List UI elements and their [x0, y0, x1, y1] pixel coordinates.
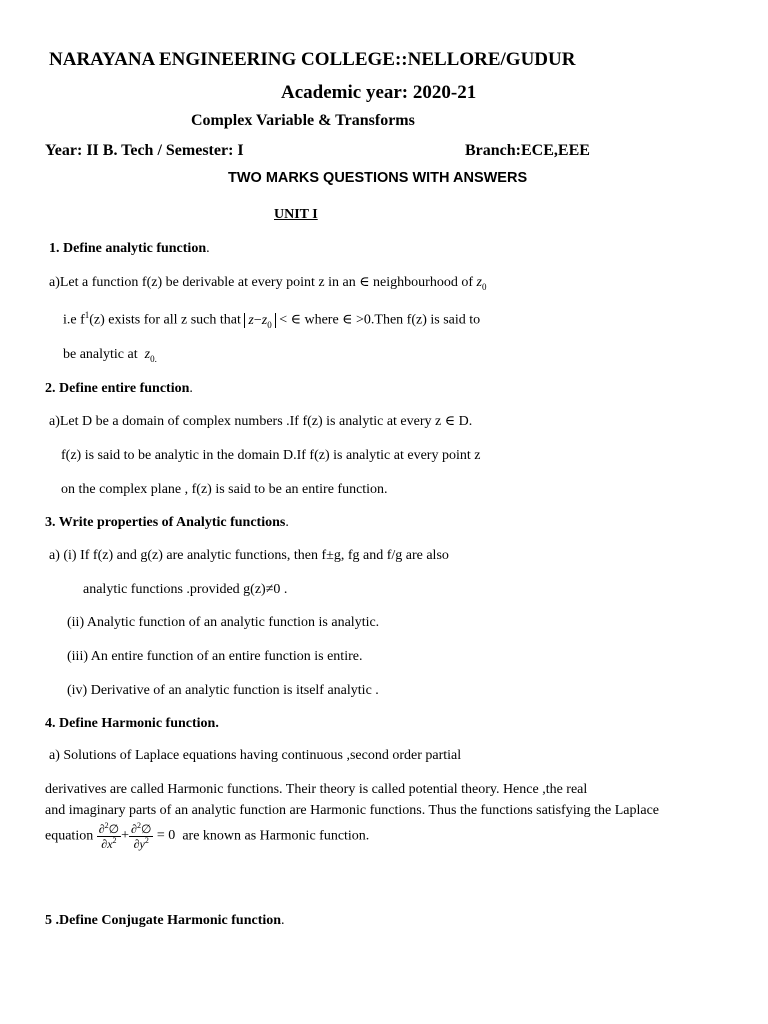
q3-line5: (iv) Derivative of an analytic function is itself analytic .	[67, 683, 379, 698]
q2-line1: a)Let D be a domain of complex numbers .If f(z) is analytic at every z ∈ D.	[49, 414, 473, 429]
subject-title: Complex Variable & Transforms	[191, 112, 415, 129]
laplace-equation: $\frac{\partial^2\emptyset}{\partial x^2}$ + $\frac{\partial^2\emptyset}{\partial y^2}$ = 0	[98, 821, 179, 851]
q4-line4: equation $\frac{\partial^2\emptyset}{\partial x^2}$ + $\frac{\partial^2\emptyset}{\partial y^2}$ = 0 are known as Harmonic function.	[45, 821, 370, 851]
unit-heading: UNIT I	[274, 207, 318, 222]
q2-line2: f(z) is said to be analytic in the domain D.If f(z) is analytic at every point z	[61, 448, 481, 463]
q2-line3: on the complex plane , f(z) is said to be an entire function.	[61, 482, 388, 497]
q3-line1: a) (i) If f(z) and g(z) are analytic functions, then f±g, fg and f/g are also	[49, 548, 449, 563]
q1-line1: a)Let a function f(z) be derivable at every point z in an ∈ neighbourhood of $z_0$	[49, 275, 487, 292]
q1-line3: be analytic at $z_{0.}$	[63, 347, 157, 364]
q4-line2: derivatives are called Harmonic functions. Their theory is called potential theory. Hence ,the real	[45, 782, 588, 797]
q1-line2: i.e $f^1(z)$ exists for all z such that $z-z_0$ < ∈ where ∈ >0.Then f(z) is said to	[63, 310, 481, 330]
q4-line1: a) Solutions of Laplace equations having continuous ,second order partial	[49, 748, 462, 763]
q3-line3: (ii) Analytic function of an analytic function is analytic.	[67, 615, 380, 630]
q4-line3: and imaginary parts of an analytic function are Harmonic functions. Thus the functions satisfying the Laplace	[45, 803, 659, 818]
two-marks-heading: TWO MARKS QUESTIONS WITH ANSWERS	[228, 170, 528, 186]
q3-title: 3. Write properties of Analytic functions.	[45, 515, 289, 530]
q2-title: 2. Define entire function.	[45, 381, 193, 396]
college-title: NARAYANA ENGINEERING COLLEGE::NELLORE/GUDUR	[49, 49, 576, 70]
q1-title: 1. Define analytic function.	[49, 241, 210, 256]
academic-year: Academic year: 2020-21	[281, 82, 477, 103]
branch: Branch:ECE,EEE	[465, 142, 590, 159]
q5-title: 5 .Define Conjugate Harmonic function.	[45, 913, 285, 928]
q4-title: 4. Define Harmonic function.	[45, 716, 219, 731]
q3-line4: (iii) An entire function of an entire function is entire.	[67, 649, 363, 664]
q3-line2: analytic functions .provided g(z)≠0 .	[83, 582, 288, 597]
year-semester: Year: II B. Tech / Semester: I	[45, 142, 244, 159]
